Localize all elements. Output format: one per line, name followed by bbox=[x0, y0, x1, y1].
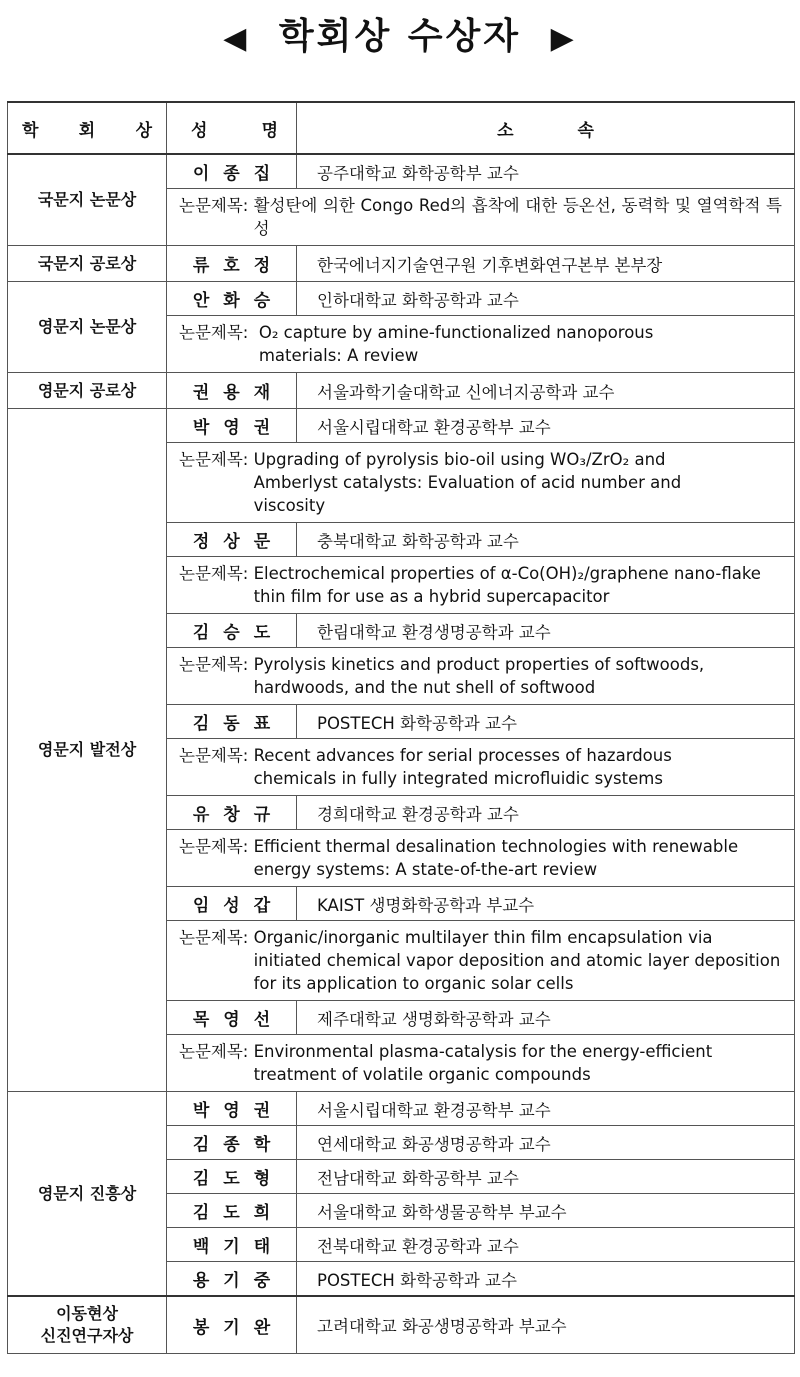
paper-label: 논문제목: bbox=[179, 450, 249, 469]
paper-cell bbox=[167, 443, 795, 523]
paper-label: 논문제목: bbox=[179, 746, 249, 765]
header-award: 학 회 상 bbox=[8, 102, 167, 154]
table-row bbox=[8, 154, 795, 189]
award-cell: 국문지 공로상 bbox=[8, 246, 167, 282]
recipient-affiliation: 전북대학교 환경공학과 교수 bbox=[297, 1228, 795, 1262]
recipient-name: 김동표 bbox=[167, 705, 297, 739]
paper-label: 논문제목: bbox=[179, 196, 249, 215]
paper-title: O₂ capture by amine-functionalized nanoporous materials: A review bbox=[258, 323, 654, 365]
table-row bbox=[8, 246, 795, 282]
award-line-1: 이동현상 bbox=[56, 1304, 118, 1324]
recipient-affiliation: 연세대학교 화공생명공학과 교수 bbox=[297, 1126, 795, 1160]
recipient-name: 유창규 bbox=[167, 796, 297, 830]
header-name: 성 명 bbox=[167, 102, 297, 154]
paper-cell bbox=[167, 316, 795, 373]
table-row bbox=[8, 1296, 795, 1354]
paper-cell bbox=[167, 189, 795, 246]
award-line-2: 신진연구자상 bbox=[40, 1326, 134, 1345]
paper-label: 논문제목: bbox=[179, 655, 249, 674]
recipient-name: 류호정 bbox=[167, 246, 297, 282]
paper-title: Recent advances for serial processes of hazardous chemicals in fully integrated microfluidic systems bbox=[253, 746, 672, 788]
recipient-affiliation: POSTECH 화학공학과 교수 bbox=[297, 705, 795, 739]
recipient-affiliation: 서울시립대학교 환경공학부 교수 bbox=[297, 409, 795, 443]
recipient-name: 백기태 bbox=[167, 1228, 297, 1262]
award-cell: 영문지 발전상 bbox=[8, 409, 167, 1092]
paper-label: 논문제목: bbox=[179, 1042, 249, 1061]
paper-label: 논문제목: bbox=[179, 837, 249, 856]
recipient-affiliation: POSTECH 화학공학과 교수 bbox=[297, 1262, 795, 1297]
paper-label: 논문제목: bbox=[179, 323, 249, 342]
table-row bbox=[8, 1092, 795, 1126]
recipient-affiliation: 한국에너지기술연구원 기후변화연구본부 본부장 bbox=[297, 246, 795, 282]
award-cell bbox=[8, 1296, 167, 1354]
paper-label: 논문제목: bbox=[179, 928, 249, 947]
award-cell: 국문지 논문상 bbox=[8, 154, 167, 246]
award-cell: 영문지 논문상 bbox=[8, 282, 167, 373]
page-title-text: 학회상 수상자 bbox=[278, 16, 522, 57]
table-row bbox=[8, 282, 795, 316]
recipient-name: 이종집 bbox=[167, 154, 297, 189]
paper-cell bbox=[167, 739, 795, 796]
recipient-name: 정상문 bbox=[167, 523, 297, 557]
recipient-affiliation: 고려대학교 화공생명공학과 부교수 bbox=[297, 1296, 795, 1354]
left-triangle-icon: ◀ bbox=[223, 21, 250, 56]
paper-title: Pyrolysis kinetics and product properties of softwoods, hardwoods, and the nut shell of softwood bbox=[253, 655, 705, 697]
recipient-affiliation: 인하대학교 화학공학과 교수 bbox=[297, 282, 795, 316]
recipient-name: 봉기완 bbox=[167, 1296, 297, 1354]
recipient-affiliation: 충북대학교 화학공학과 교수 bbox=[297, 523, 795, 557]
recipient-affiliation: 한림대학교 환경생명공학과 교수 bbox=[297, 614, 795, 648]
recipient-affiliation: 제주대학교 생명화학공학과 교수 bbox=[297, 1001, 795, 1035]
right-triangle-icon: ▶ bbox=[550, 21, 577, 56]
recipient-name: 김종학 bbox=[167, 1126, 297, 1160]
paper-title: Electrochemical properties of α-Co(OH)₂/graphene nano-flake thin film for use as a hybrid supercapacitor bbox=[253, 564, 761, 606]
recipient-affiliation: 공주대학교 화학공학부 교수 bbox=[297, 154, 795, 189]
recipient-name: 박영권 bbox=[167, 409, 297, 443]
paper-cell bbox=[167, 557, 795, 614]
recipient-affiliation: 전남대학교 화학공학부 교수 bbox=[297, 1160, 795, 1194]
recipient-name: 권용재 bbox=[167, 373, 297, 409]
paper-title: 활성탄에 의한 Congo Red의 흡착에 대한 등온선, 동력학 및 열역학적 특성 bbox=[253, 196, 782, 238]
paper-cell bbox=[167, 830, 795, 887]
recipient-affiliation: KAIST 생명화학공학과 부교수 bbox=[297, 887, 795, 921]
header-row bbox=[8, 102, 795, 154]
recipient-name: 박영권 bbox=[167, 1092, 297, 1126]
page-title bbox=[0, 8, 800, 59]
paper-label: 논문제목: bbox=[179, 564, 249, 583]
awards-table bbox=[7, 101, 795, 1354]
paper-cell bbox=[167, 648, 795, 705]
table-row bbox=[8, 409, 795, 443]
header-affiliation: 소 속 bbox=[297, 102, 795, 154]
recipient-name: 목영선 bbox=[167, 1001, 297, 1035]
paper-cell bbox=[167, 1035, 795, 1092]
recipient-affiliation: 서울과학기술대학교 신에너지공학과 교수 bbox=[297, 373, 795, 409]
paper-title: Efficient thermal desalination technologies with renewable energy systems: A state-of-the-art review bbox=[253, 837, 739, 879]
recipient-affiliation: 경희대학교 환경공학과 교수 bbox=[297, 796, 795, 830]
recipient-name: 김도희 bbox=[167, 1194, 297, 1228]
recipient-affiliation: 서울시립대학교 환경공학부 교수 bbox=[297, 1092, 795, 1126]
paper-cell bbox=[167, 921, 795, 1001]
recipient-name: 김승도 bbox=[167, 614, 297, 648]
table-row bbox=[8, 373, 795, 409]
recipient-name: 임성갑 bbox=[167, 887, 297, 921]
paper-title: Environmental plasma-catalysis for the energy-efficient treatment of volatile organic compounds bbox=[253, 1042, 713, 1084]
recipient-name: 용기중 bbox=[167, 1262, 297, 1297]
award-cell: 영문지 진흥상 bbox=[8, 1092, 167, 1297]
recipient-name: 김도형 bbox=[167, 1160, 297, 1194]
recipient-name: 안화승 bbox=[167, 282, 297, 316]
paper-title: Upgrading of pyrolysis bio-oil using WO₃/ZrO₂ and Amberlyst catalysts: Evaluation of acid number and viscosity bbox=[253, 450, 682, 515]
recipient-affiliation: 서울대학교 화학생물공학부 부교수 bbox=[297, 1194, 795, 1228]
award-cell: 영문지 공로상 bbox=[8, 373, 167, 409]
paper-title: Organic/inorganic multilayer thin film encapsulation via initiated chemical vapor deposition and atomic layer deposition for its application to organic solar cells bbox=[253, 928, 781, 993]
